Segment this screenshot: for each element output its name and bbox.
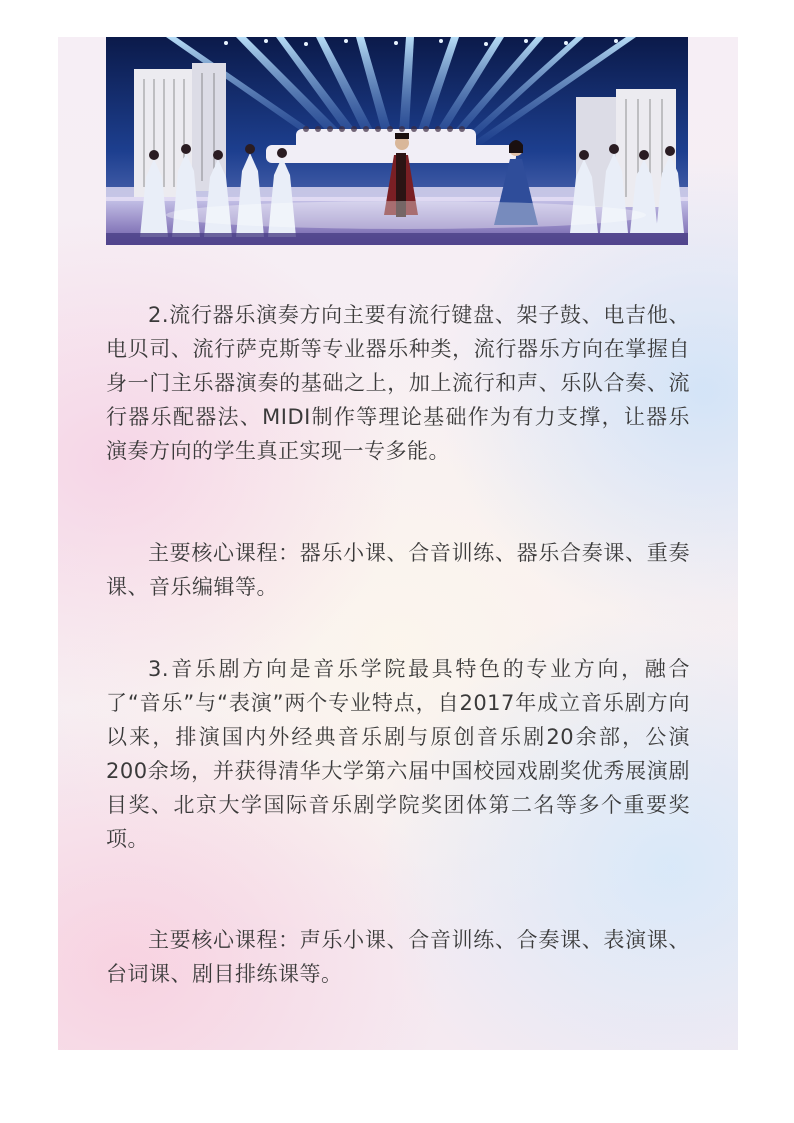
content-panel bbox=[58, 37, 738, 1050]
paragraph-musical-theatre-direction: 3.音乐剧方向是音乐学院最具特色的专业方向，融合了“音乐”与“表演”两个专业特点，自2017年成立音乐剧方向以来，排演国内外经典音乐剧与原创音乐剧20余部，公演200余场，并获得清华大学第六届中国校园戏剧奖优秀展演剧目奖、北京大学国际音乐剧学院奖团体第二名等多个重要奖项。 bbox=[106, 657, 690, 851]
paragraph-popular-instrument-direction: 2.流行器乐演奏方向主要有流行键盘、架子鼓、电吉他、电贝司、流行萨克斯等专业器乐种类，流行器乐方向在掌握自身一门主乐器演奏的基础之上，加上流行和声、乐队合奏、流行器乐配器法、MIDI制作等理论基础作为有力支撑，让器乐演奏方向的学生真正实现一专多能。 bbox=[106, 303, 690, 463]
paragraph-instrument-core-courses: 主要核心课程：器乐小课、合音训练、器乐合奏课、重奏课、音乐编辑等。 bbox=[106, 541, 690, 599]
stage-performance-photo bbox=[106, 37, 688, 245]
paragraph-musical-core-courses: 主要核心课程：声乐小课、合音训练、合奏课、表演课、台词课、剧目排练课等。 bbox=[106, 928, 690, 986]
